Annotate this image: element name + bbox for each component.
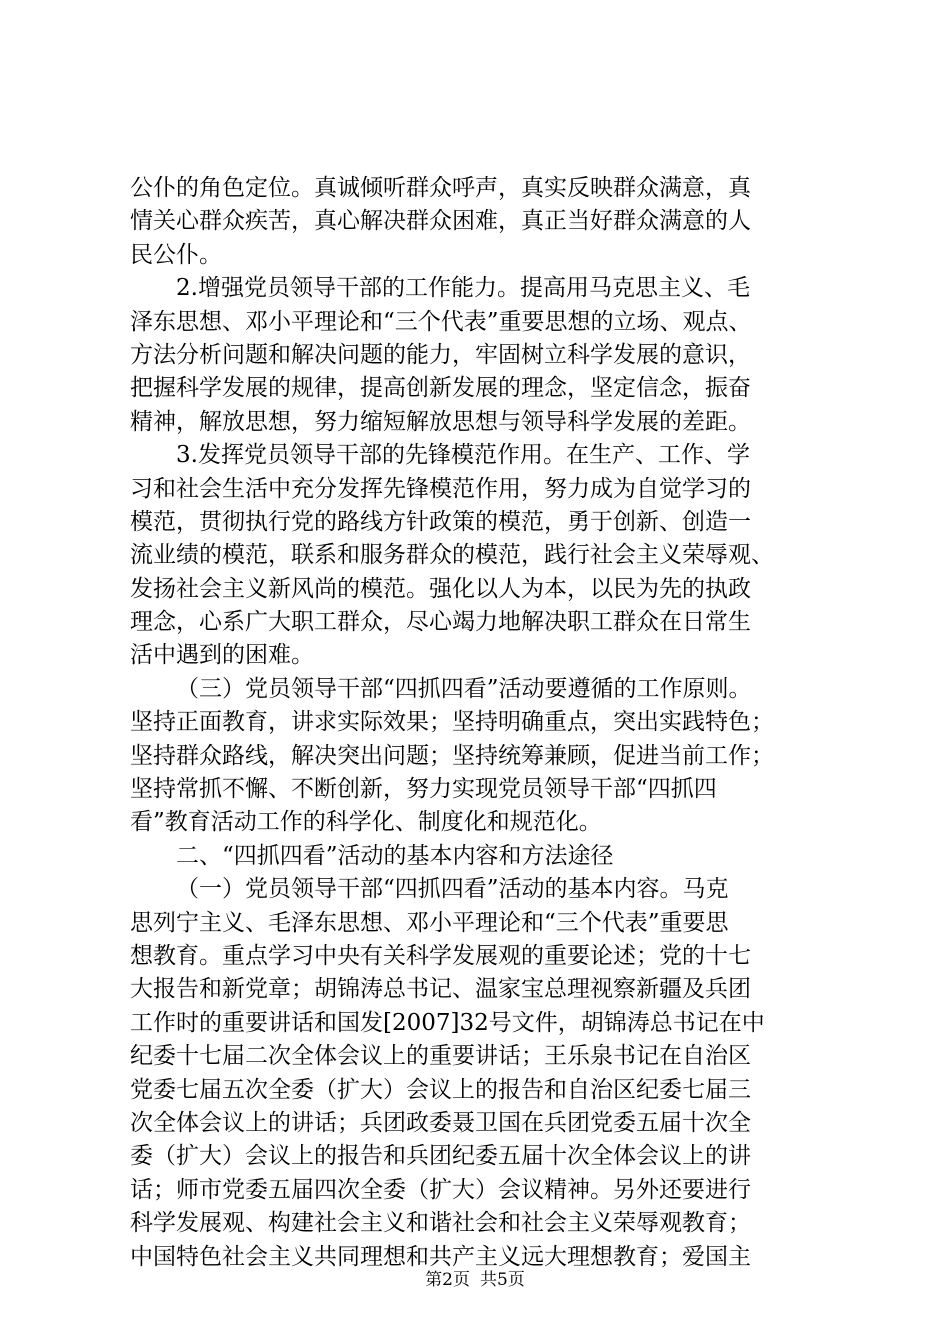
- text-line: 坚持群众路线，解决突出问题；坚持统筹兼顾，促进当前工作；: [130, 742, 774, 769]
- text-line: 思列宁主义、毛泽东思想、邓小平理论和“三个代表”重要思: [130, 909, 729, 936]
- text-line: 活中遇到的困难。: [130, 642, 314, 669]
- text-line: 公仆的角色定位。真诚倾听群众呼声，真实反映群众满意，真: [130, 175, 751, 201]
- text-line: 看”教育活动工作的科学化、制度化和规范化。: [130, 809, 602, 836]
- text-line: 民公仆。: [130, 241, 222, 268]
- text-line: （一）党员领导干部“四抓四看”活动的基本内容。马克: [176, 876, 729, 903]
- text-line: 模范，贯彻执行党的路线方针政策的模范，勇于创新、创造一: [130, 508, 751, 535]
- text-line: 大报告和新党章；胡锦涛总书记、温家宝总理视察新疆及兵团: [130, 976, 751, 1003]
- text-line: 理念，心系广大职工群众，尽心竭力地解决职工群众在日常生: [130, 609, 751, 636]
- text-line: 坚持常抓不懈、不断创新，努力实现党员领导干部“四抓四: [130, 776, 717, 803]
- text-line: 委（扩大）会议上的报告和兵团纪委五届十次全体会议上的讲: [130, 1143, 751, 1170]
- text-line: 发扬社会主义新风尚的模范。强化以人为本，以民为先的执政: [130, 575, 751, 602]
- text-line: 工作时的重要讲话和国发[2007]32号文件，胡锦涛总书记在中: [130, 1009, 765, 1036]
- text-line: 情关心群众疾苦，真心解决群众困难，真正当好群众满意的人: [130, 208, 751, 235]
- text-line: 二、“四抓四看”活动的基本内容和方法途径: [176, 842, 614, 869]
- text-line: 把握科学发展的规律，提高创新发展的理念，坚定信念，振奋: [130, 375, 751, 402]
- page-number: 第2页: [425, 1270, 470, 1290]
- text-line: 流业绩的模范，联系和服务群众的模范，践行社会主义荣辱观、: [130, 542, 774, 569]
- text-line: 坚持正面教育，讲求实际效果；坚持明确重点，突出实践特色；: [130, 709, 774, 736]
- text-line: 泽东思想、邓小平理论和“三个代表”重要思想的立场、观点、: [130, 308, 752, 335]
- text-line: 科学发展观、构建社会主义和谐社会和社会主义荣辱观教育；: [130, 1210, 751, 1237]
- text-line: 次全体会议上的讲话；兵团政委聂卫国在兵团党委五届十次全: [130, 1109, 751, 1136]
- text-line: 纪委十七届二次全体会议上的重要讲话；王乐泉书记在自治区: [130, 1043, 751, 1070]
- text-line: 习和社会生活中充分发挥先锋模范作用，努力成为自觉学习的: [130, 475, 751, 502]
- text-line: （三）党员领导干部“四抓四看”活动要遵循的工作原则。: [176, 675, 752, 702]
- page-total: 共5页: [480, 1270, 525, 1290]
- text-line: 党委七届五次全委（扩大）会议上的报告和自治区纪委七届三: [130, 1076, 751, 1103]
- text-line: 方法分析问题和解决问题的能力，牢固树立科学发展的意识，: [130, 341, 751, 368]
- text-line: 想教育。重点学习中央有关科学发展观的重要论述；党的十七: [130, 942, 751, 969]
- text-line: 2.增强党员领导干部的工作能力。提高用马克思主义、毛: [176, 275, 750, 302]
- text-line: 中国特色社会主义共同理想和共产主义远大理想教育；爱国主: [130, 1243, 751, 1270]
- text-line: 精神，解放思想，努力缩短解放思想与领导科学发展的差距。: [130, 408, 751, 435]
- document-body: [130, 172, 830, 1274]
- page-footer: [0, 1268, 950, 1292]
- text-line: 话；师市党委五届四次全委（扩大）会议精神。另外还要进行: [130, 1176, 751, 1203]
- text-line: 3.发挥党员领导干部的先锋模范作用。在生产、工作、学: [176, 442, 750, 469]
